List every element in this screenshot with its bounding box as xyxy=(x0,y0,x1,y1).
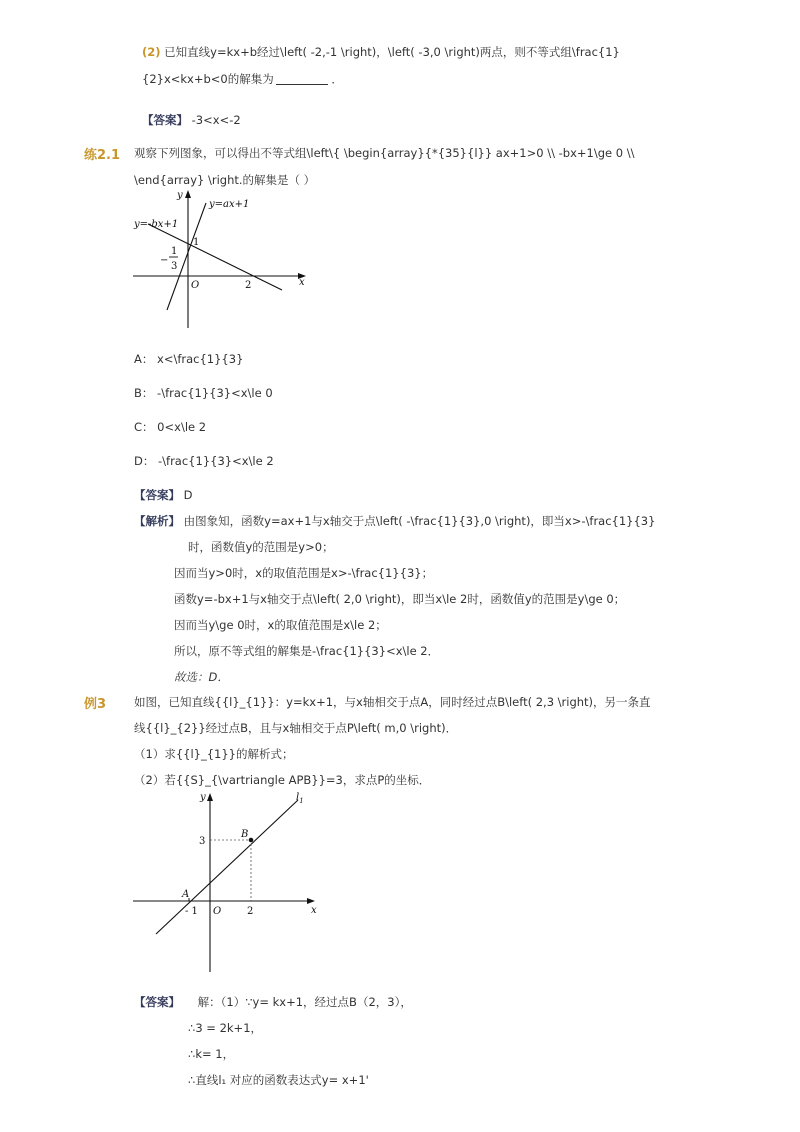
example-line-1: 如图，已知直线{{l}_{1}}：y=kx+1，与x轴相交于点A，同时经过点B\left( 2,3 \right)，另一条直 xyxy=(134,695,651,709)
y-axis-label: y xyxy=(200,792,206,803)
guide-lines xyxy=(210,840,251,901)
analysis-text: 由图象知，函数y=ax+1与x轴交于点\left( -\frac{1}{3},0 \right)，即当x>-\frac{1}{3} xyxy=(183,514,656,528)
analysis-line-5: 因而当y\ge 0时，x的取值范围是x\le 2； xyxy=(174,618,387,632)
example-line-2: 线{{l}_{2}}经过点B，且与x轴相交于点P\left( m,0 \right)． xyxy=(134,721,458,735)
solution-text: 解：（1）∵y= kx+1，经过点B（2，3）， xyxy=(197,995,412,1009)
x-axis-label: x xyxy=(311,905,317,916)
label-line-a: y=ax+1 xyxy=(209,199,250,210)
answer-tag: 【答案】 xyxy=(142,113,188,127)
solution-line-3: ∴k= 1， xyxy=(188,1047,235,1061)
question-text: 已知直线y=kx+b经过\left( -2,-1 \right)，\left( -3,0 \right)两点，则不等式组\frac{1} xyxy=(164,45,620,59)
origin-label: O xyxy=(191,280,200,291)
analysis-line-3: 因而当y>0时，x的取值范围是x>-\frac{1}{3}； xyxy=(174,566,434,580)
line-label-subscript: 1 xyxy=(299,797,304,805)
frac-minus-sign: − xyxy=(160,255,169,266)
point-b-label: B xyxy=(241,829,249,840)
answer-tag: 【答案】 xyxy=(134,488,180,502)
example-line-4: （2）若{{S}_{\vartriangle APB}}=3，求点P的坐标． xyxy=(134,773,431,787)
analysis-line-6: 所以，原不等式组的解集是-\frac{1}{3}<x\le 2． xyxy=(174,644,440,658)
tick-x-2: 2 xyxy=(245,280,252,291)
x-axis-label: x xyxy=(299,277,305,288)
point-a-label: A xyxy=(182,889,190,900)
line-l1 xyxy=(156,800,298,934)
question-text-end: ． xyxy=(331,72,343,86)
exercise-line-1: 观察下列图象，可以得出不等式组\left\{ \begin{array}{*{35}{l}} ax+1>0 \\ -bx+1\ge 0 \\ xyxy=(134,146,635,160)
exercise-label: 练2.1 xyxy=(84,148,121,163)
y-axis-label: y xyxy=(177,190,183,201)
tick-x-2: 2 xyxy=(247,906,254,917)
tick-y-3: 3 xyxy=(199,836,206,847)
answer-value: -3<x<-2 xyxy=(191,113,241,127)
line-label-letter: l xyxy=(296,792,300,803)
question-number: (2) xyxy=(142,45,161,59)
frac-denominator: 3 xyxy=(171,261,178,272)
graph-axes xyxy=(133,796,312,972)
tick-x-neg-1: - 1 xyxy=(185,906,198,917)
exercise-line-2: \end{array} \right.的解集是（ ） xyxy=(134,173,316,187)
label-line-b: y=-bx+1 xyxy=(134,219,179,230)
option-d: D： -\frac{1}{3}<x\le 2 xyxy=(134,454,274,468)
option-a: A： x<\frac{1}{3} xyxy=(134,352,244,366)
frac-numerator: 1 xyxy=(171,246,178,257)
origin-label: O xyxy=(213,906,222,917)
analysis-line-2: 时，函数值y的范围是y>0； xyxy=(188,540,334,554)
question-text: {2}x<kx+b<0的解集为 xyxy=(142,72,274,86)
analysis-tag: 【解析】 xyxy=(134,514,180,528)
solution-line-4: ∴直线l₁ 对应的函数表达式y= x+1' xyxy=(188,1073,369,1087)
y-axis-arrow xyxy=(207,793,213,801)
point-b-marker xyxy=(249,838,254,843)
answer-tag: 【答案】 xyxy=(134,995,180,1009)
solution-line-2: ∴3 = 2k+1， xyxy=(188,1021,263,1035)
x-axis-arrow xyxy=(307,898,315,904)
example-label: 例3 xyxy=(84,697,107,712)
tick-y-1: 1 xyxy=(193,237,200,248)
analysis-line-4: 函数y=-bx+1与x轴交于点\left( 2,0 \right)，即当x\le 2时，函数值y的范围是y\ge 0； xyxy=(174,592,626,606)
option-b: B： -\frac{1}{3}<x\le 0 xyxy=(134,386,273,400)
example-line-3: （1）求{{l}_{1}}的解析式； xyxy=(134,747,294,761)
line-l1-label xyxy=(296,792,304,805)
analysis-line-7: 故选：D． xyxy=(174,670,229,684)
answer-value: D xyxy=(183,488,193,502)
solution-line-1 xyxy=(134,994,412,1010)
option-c: C： 0<x\le 2 xyxy=(134,420,207,434)
